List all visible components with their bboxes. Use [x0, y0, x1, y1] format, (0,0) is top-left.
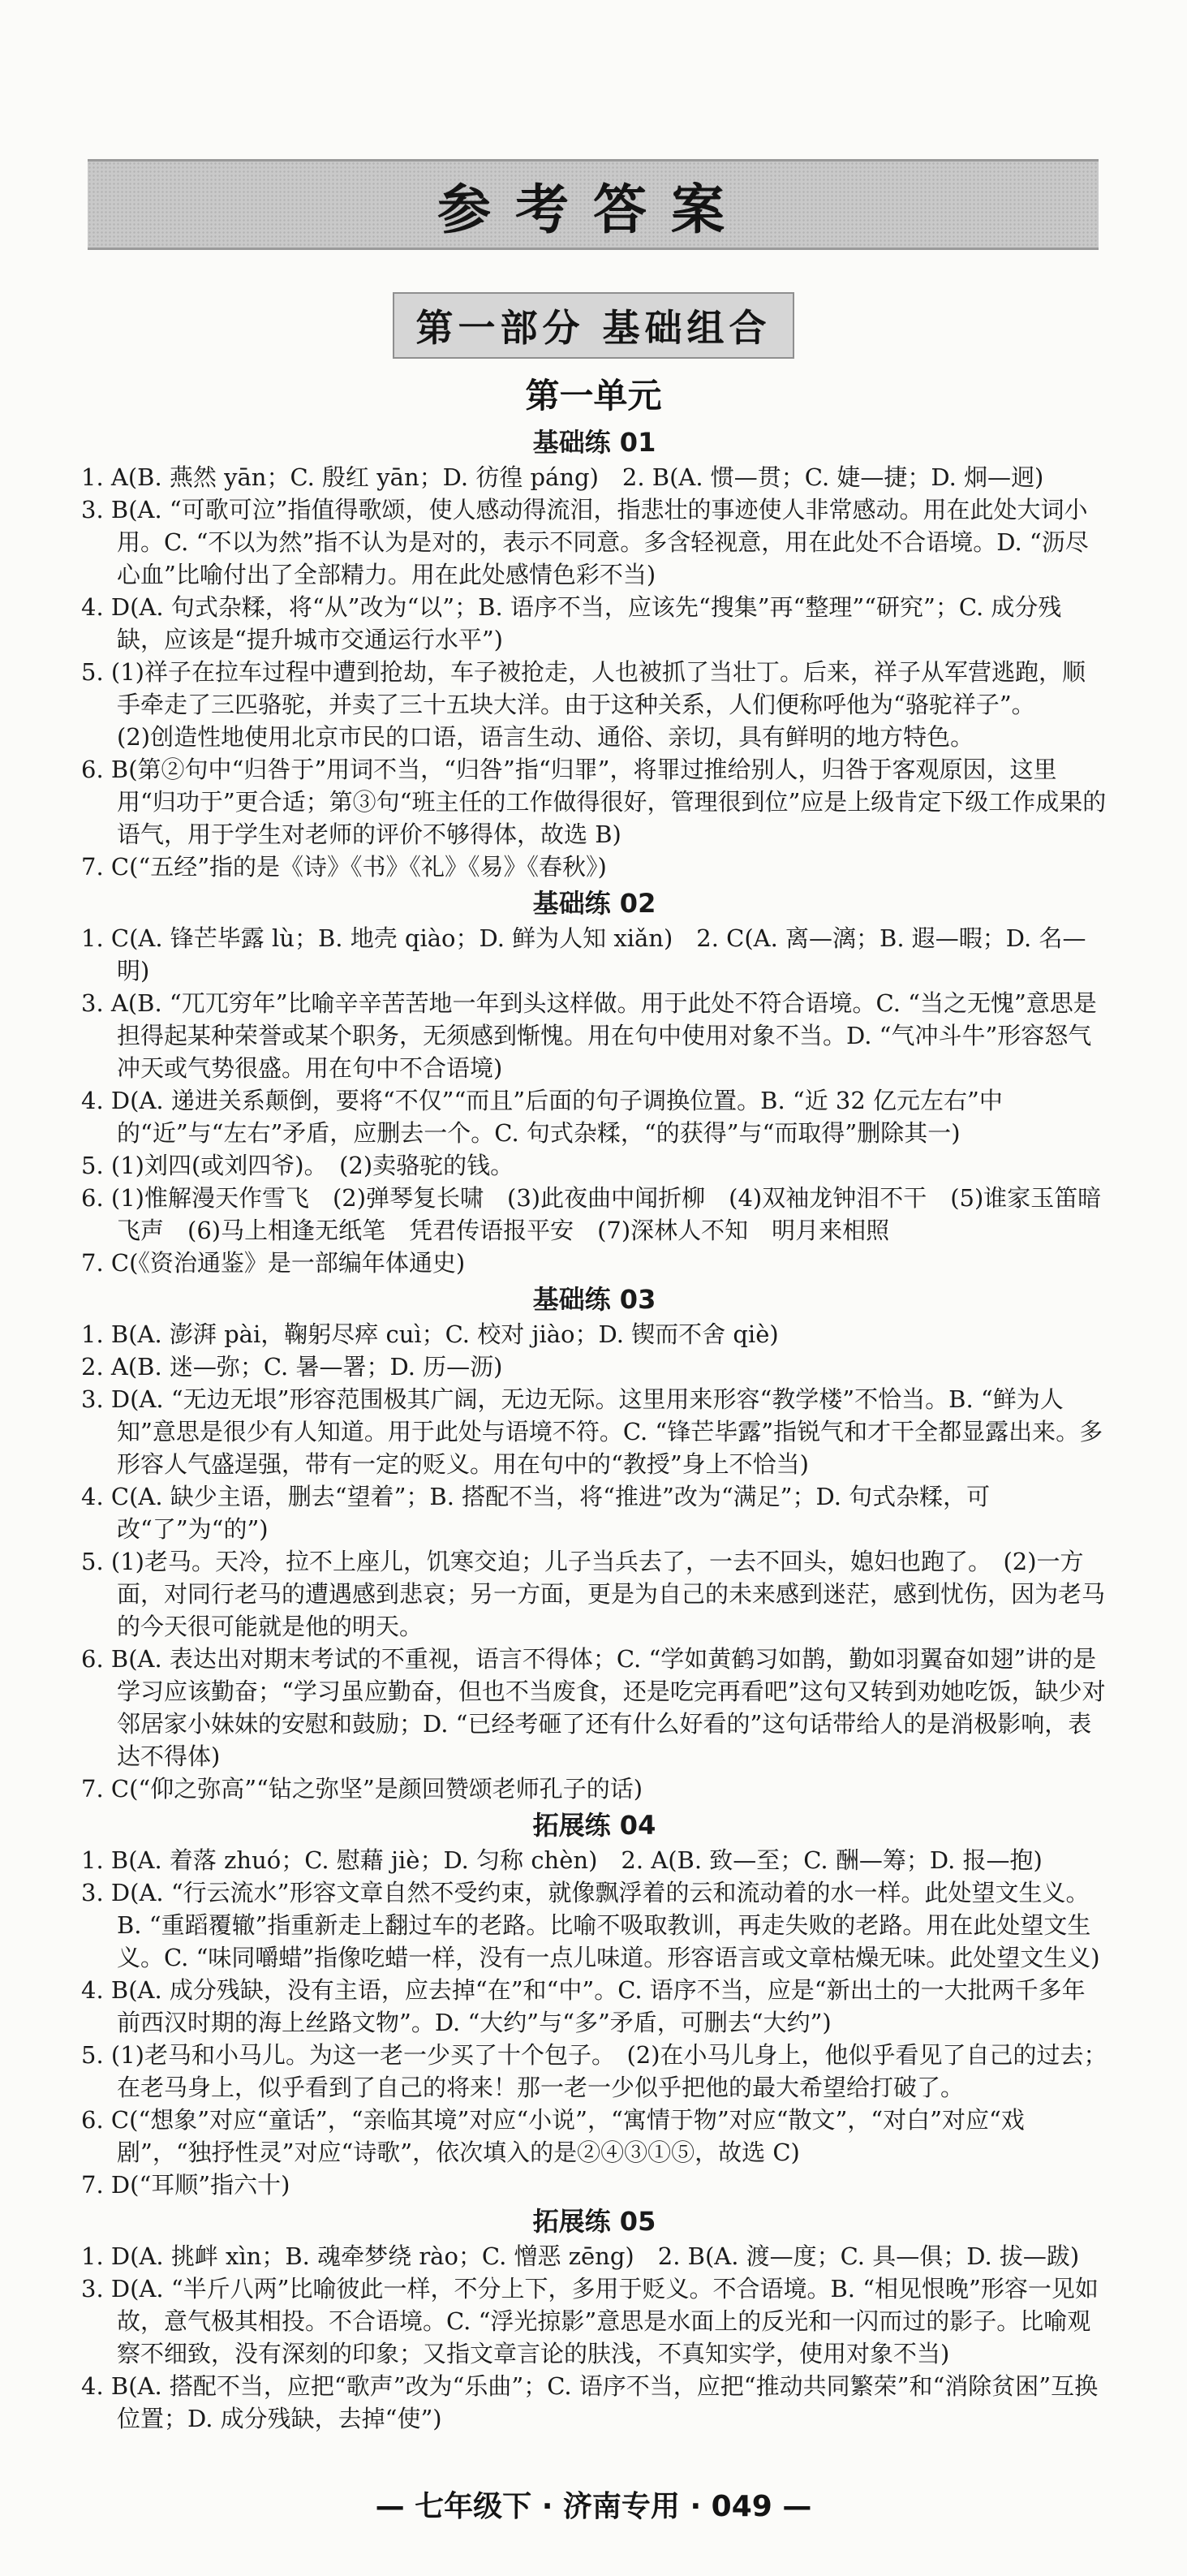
answer-content [81, 422, 1107, 2435]
answer-item: 2. A(B. 迷—弥；C. 暑—署；D. 历—沥) [81, 1353, 503, 1381]
answer-item: 3. D(A. “半斤八两”比喻彼此一样，不分上下，多用于贬义。不合语境。B. “相见恨晚”形容一见如故，意气极其相投。不合语境。C. “浮光掠影”意思是水面上的反光和一闪而过的影子。比喻观察不细致，没有深刻的印象；又指文章言论的肤浅，不真知实学，使用对象不当) [81, 2275, 1099, 2367]
part-heading [0, 292, 1187, 359]
answer-item: 4. B(A. 成分残缺，没有主语，应去掉“在”和“中”。C. 语序不当，应是“新出土的一大批两千多年前西汉时期的海上丝路文物”。D. “大约”与“多”矛盾，可删去“大约”) [81, 1976, 1086, 2036]
answer-section [81, 424, 1107, 883]
section-title: 拓展练 04 [532, 1810, 656, 1841]
answer-section [81, 2203, 1107, 2435]
answer-item: 4. D(A. 句式杂糅，将“从”改为“以”；B. 语序不当，应该先“搜集”再“整理”“研究”；C. 成分残缺，应该是“提升城市交通运行水平”) [81, 593, 1062, 653]
answer-item: 6. B(A. 表达出对期末考试的不重视，语言不得体；C. “学如黄鹤习如鹊，勤如羽翼奋如翅”讲的是学习应该勤奋；“学习虽应勤奋，但也不当废食，还是吃完再看吧”这句又转到劝她吃饭，缺少对邻居家小妹妹的安慰和鼓励；D. “已经考砸了还有什么好看的”这句话带给人的是消极影响，表达不得体) [81, 1645, 1106, 1770]
answer-item: 3. D(A. “无边无垠”形容范围极其广阔，无边无际。这里用来形容“教学楼”不恰当。B. “鲜为人知”意思是很少有人知道。用于此处与语境不符。C. “锋芒毕露”指锐气和才干全都显露出来。多形容人气盛逞强，带有一定的贬义。用在句中的“教授”身上不恰当) [81, 1385, 1103, 1478]
answer-item: 3. A(B. “兀兀穷年”比喻辛辛苦苦地一年到头这样做。用于此处不符合语境。C. “当之无愧”意思是担得起某种荣誉或某个职务，无须感到惭愧。用在句中使用对象不当。D. “气冲斗牛”形容怒气冲天或气势很盛。用在句中不合语境) [81, 989, 1097, 1082]
answer-item: 1. B(A. 澎湃 pài，鞠躬尽瘁 cuì；C. 校对 jiào；D. 锲而不舍 qiè) [81, 1320, 779, 1348]
answer-item: 6. B(第②句中“归咎于”用词不当，“归咎”指“归罪”，将罪过推给别人，归咎于客观原因，这里用“归功于”更合适；第③句“班主任的工作做得很好，管理很到位”应是上级肯定下级工作成果的语气，用于学生对老师的评价不够得体，故选 B) [81, 756, 1107, 848]
answer-item: 3. B(A. “可歌可泣”指值得歌颂，使人感动得流泪，指悲壮的事迹使人非常感动。用在此处大词小用。C. “不以为然”指不认为是对的，表示不同意。多含轻视意，用在此处不合语境。D. “沥尽心血”比喻付出了全部精力。用在此处感情色彩不当) [81, 496, 1089, 588]
section-title: 基础练 01 [532, 427, 656, 458]
answer-item: 1. A(B. 燕然 yān；C. 殷红 yān；D. 彷徨 páng) 2. B(A. 惯—贯；C. 婕—捷；D. 炯—迥) [81, 463, 1044, 491]
unit-title: 第一单元 [525, 376, 662, 416]
answer-section [81, 1281, 1107, 1805]
answer-item: (2)创造性地使用北京市民的口语，语言生动、通俗、亲切，具有鲜明的地方特色。 [117, 723, 974, 751]
answer-item: 5. (1)刘四(或刘四爷)。 (2)卖骆驼的钱。 [81, 1152, 514, 1179]
part-title: 第一部分 基础组合 [393, 292, 793, 359]
banner-title: 参考答案 [437, 178, 749, 241]
answer-item: 7. C(“五经”指的是《诗》《书》《礼》《易》《春秋》) [81, 853, 607, 881]
section-title: 拓展练 05 [532, 2206, 656, 2237]
answer-item: 1. C(A. 锋芒毕露 lù；B. 地壳 qiào；D. 鲜为人知 xiǎn) 2. C(A. 离—漓；B. 遐—暇；D. 名—明) [81, 924, 1086, 984]
answer-item: 5. (1)祥子在拉车过程中遭到抢劫，车子被抢走，人也被抓了当壮丁。后来，祥子从军营逃跑，顺手牵走了三匹骆驼，并卖了三十五块大洋。由于这种关系，人们便称呼他为“骆驼祥子”。 [81, 658, 1086, 718]
answer-item: 6. C(“想象”对应“童话”，“亲临其境”对应“小说”，“寓情于物”对应“散文”，“对白”对应“戏剧”，“独抒性灵”对应“诗歌”，依次填入的是②④③①⑤，故选 C) [81, 2106, 1025, 2166]
answer-item: 7. C(《资治通鉴》是一部编年体通史) [81, 1249, 466, 1277]
answer-banner [88, 159, 1099, 250]
answer-item: 4. D(A. 递进关系颠倒，要将“不仅”“而且”后面的句子调换位置。B. “近 32 亿元左右”中的“近”与“左右”矛盾，应删去一个。C. 句式杂糅，“的获得”与“而取得”删除其一) [81, 1087, 1003, 1147]
answer-item: 5. (1)老马。天冷，拉不上座儿，饥寒交迫；儿子当兵去了，一去不回头，媳妇也跑了。 (2)一方面，对同行老马的遭遇感到悲哀；另一方面，更是为自己的未来感到迷茫，感到忧伤，因为老马的今天很可能就是他的明天。 [81, 1548, 1106, 1640]
answer-item: 6. (1)惟解漫天作雪飞 (2)弹琴复长啸 (3)此夜曲中闻折柳 (4)双袖龙钟泪不干 (5)谁家玉笛暗飞声 (6)马上相逢无纸笔 凭君传语报平安 (7)深林人不知 明月来相照 [81, 1184, 1102, 1244]
answer-item: 7. C(“仰之弥高”“钻之弥坚”是颜回赞颂老师孔子的话) [81, 1775, 643, 1803]
section-title: 基础练 02 [532, 888, 656, 919]
answer-item: 1. D(A. 挑衅 xìn；B. 魂牵梦绕 rào；C. 憎恶 zēng) 2. B(A. 渡—度；C. 具—俱；D. 拔—跋) [81, 2242, 1080, 2270]
answer-item: 5. (1)老马和小马儿。为这一老一少买了十个包子。 (2)在小马儿身上，他似乎看见了自己的过去；在老马身上，似乎看到了自己的将来！那一老一少似乎把他的最大希望给打破了。 [81, 2041, 1107, 2101]
page-footer: — 七年级下 · 济南专用 · 049 — [375, 2490, 812, 2523]
section-title: 基础练 03 [532, 1284, 656, 1315]
answer-section [81, 1807, 1107, 2201]
answer-item: 7. D(“耳顺”指六十) [81, 2171, 290, 2199]
answer-item: 1. B(A. 着落 zhuó；C. 慰藉 jiè；D. 匀称 chèn) 2. A(B. 致—至；C. 酬—筹；D. 报—抱) [81, 1846, 1043, 1874]
answer-item: 3. D(A. “行云流水”形容文章自然不受约束，就像飘浮着的云和流动着的水一样。此处望文生义。B. “重蹈覆辙”指重新走上翻过车的老路。比喻不吸取教训，再走失败的老路。用在此处望文生义。C. “味同嚼蜡”指像吃蜡一样，没有一点儿味道。形容语言或文章枯燥无味。此处望文生义) [81, 1879, 1100, 1971]
answer-item: 4. C(A. 缺少主语，删去“望着”；B. 搭配不当，将“推进”改为“满足”；D. 句式杂糅，可改“了”为“的”) [81, 1483, 991, 1543]
answer-item: 4. B(A. 搭配不当，应把“歌声”改为“乐曲”；C. 语序不当，应把“推动共同繁荣”和“消除贫困”互换位置；D. 成分残缺，去掉“使”) [81, 2372, 1099, 2432]
answer-section [81, 885, 1107, 1279]
